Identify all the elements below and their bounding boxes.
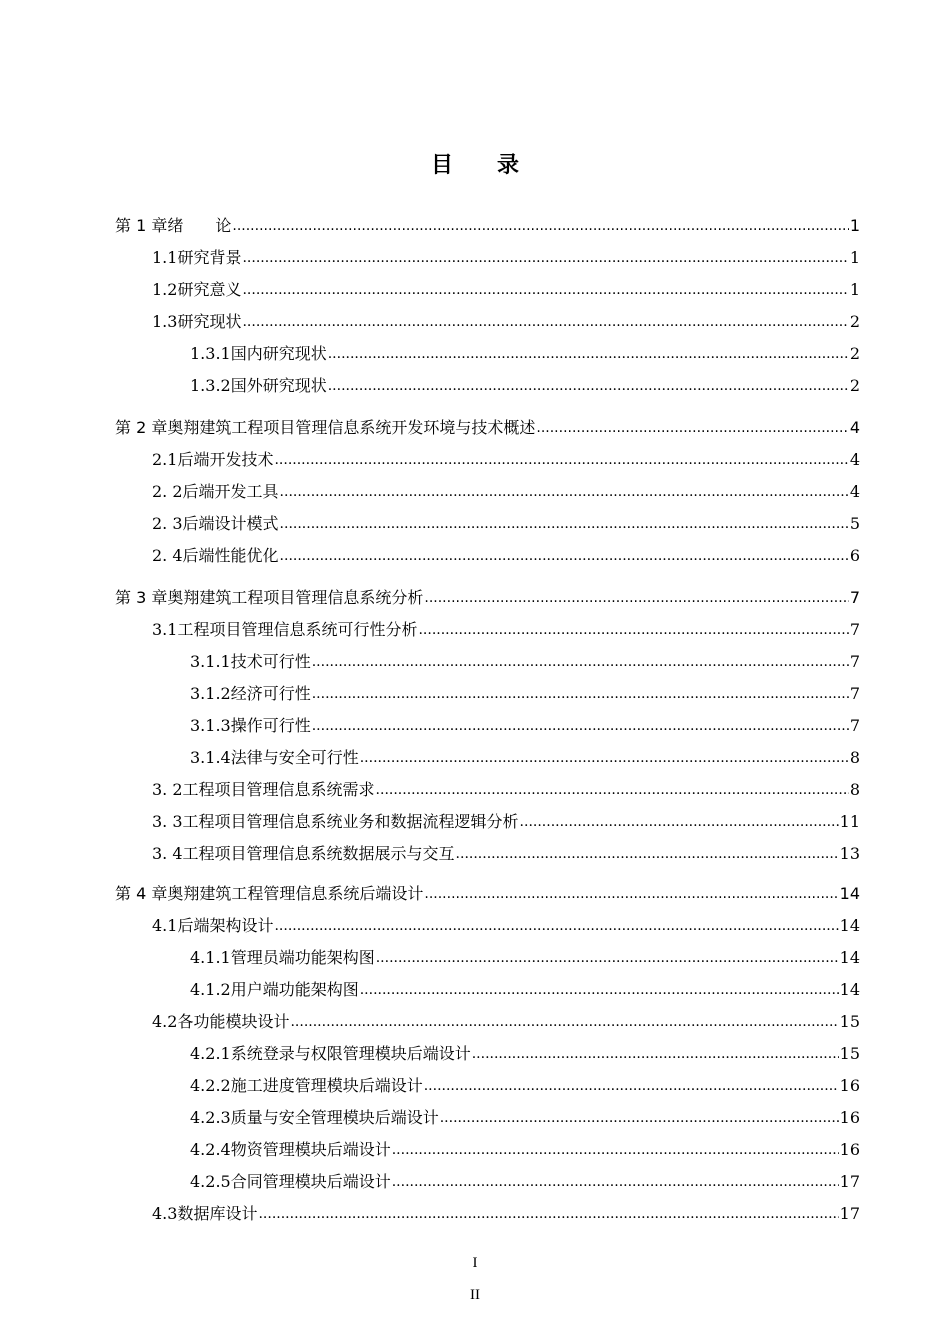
toc-entry-number: 2. 2 [152, 482, 183, 501]
toc-leader-dots [280, 481, 849, 502]
toc-entry-number: 第 1 章 [115, 216, 168, 235]
toc-entry[interactable] [152, 538, 860, 566]
toc-entry-page: 14 [839, 948, 860, 967]
page-number-i: I [472, 1255, 478, 1271]
toc-entry-page: 15 [839, 1012, 860, 1031]
toc-entry-label: 管理员端功能架构图 [230, 948, 375, 967]
toc-entry-page: 16 [839, 1076, 860, 1095]
toc-leader-dots [424, 883, 838, 904]
toc-entry[interactable] [152, 804, 860, 832]
toc-entry-number: 3. 2 [152, 780, 183, 799]
toc-entry-page: 6 [849, 546, 860, 565]
toc-leader-dots [328, 375, 849, 396]
toc-entry[interactable] [152, 1004, 860, 1032]
toc-entry-page: 1 [849, 216, 860, 235]
toc-entry-page: 1 [849, 248, 860, 267]
toc-entry-number: 4.2.1 [190, 1044, 231, 1063]
toc-entry-number: 1.1 [152, 248, 178, 267]
toc-entry-label: 系统登录与权限管理模块后端设计 [230, 1044, 471, 1063]
toc-leader-dots [280, 545, 849, 566]
toc-entry-number: 4.1.2 [190, 980, 231, 999]
toc-leader-dots [376, 947, 839, 968]
toc-entry[interactable] [190, 1132, 860, 1160]
toc-leader-dots [536, 417, 848, 438]
toc-entry[interactable] [190, 644, 860, 672]
toc-entry[interactable] [190, 1100, 860, 1128]
toc-entry[interactable] [190, 1164, 860, 1192]
toc-entry-number: 4.2.3 [190, 1108, 231, 1127]
toc-entry-number: 4.2.5 [190, 1172, 231, 1191]
toc-entry[interactable] [190, 1036, 860, 1064]
toc-leader-dots [242, 311, 848, 332]
toc-entry-number: 1.3.2 [190, 376, 231, 395]
toc-entry-page: 7 [849, 716, 860, 735]
toc-entry-page: 16 [839, 1140, 860, 1159]
toc-leader-dots [424, 587, 848, 608]
toc-entry-label: 操作可行性 [230, 716, 311, 735]
toc-entry[interactable] [190, 740, 860, 768]
toc-leader-dots [392, 1139, 839, 1160]
toc-entry-number: 4.2 [152, 1012, 178, 1031]
toc-entry-number: 第 2 章 [115, 418, 168, 437]
toc-entry-page: 15 [839, 1044, 860, 1063]
toc-entry[interactable] [190, 1068, 860, 1096]
toc-entry-label: 奥翔建筑工程项目管理信息系统开发环境与技术概述 [167, 418, 536, 437]
toc-entry[interactable] [190, 972, 860, 1000]
toc-entry[interactable] [152, 442, 860, 470]
toc-entry-number: 4.3 [152, 1204, 178, 1223]
toc-entry-number: 3.1.1 [190, 652, 231, 671]
toc-leader-dots [360, 979, 839, 1000]
toc-entry-number: 4.2.4 [190, 1140, 231, 1159]
toc-entry-number: 4.2.2 [190, 1076, 231, 1095]
toc-leader-dots [312, 715, 849, 736]
toc-leader-dots [456, 843, 839, 864]
page-number-ii: II [470, 1287, 480, 1303]
toc-entry-label: 绪 论 [167, 216, 232, 235]
toc-entry-page: 2 [849, 312, 860, 331]
toc-entry-label: 工程项目管理信息系统需求 [182, 780, 375, 799]
toc-entry-label: 工程项目管理信息系统可行性分析 [177, 620, 418, 639]
page-title: 目 录 [430, 153, 519, 178]
toc-entry-label: 国外研究现状 [230, 376, 327, 395]
toc-entry-page: 14 [839, 884, 860, 903]
toc-entry-label: 后端设计模式 [182, 514, 279, 533]
toc-entry-page: 7 [849, 652, 860, 671]
toc-entry-number: 1.2 [152, 280, 178, 299]
toc-entry[interactable] [152, 836, 860, 864]
toc-leader-dots [424, 1075, 839, 1096]
toc-entry-page: 7 [849, 588, 860, 607]
toc-entry-label: 后端性能优化 [182, 546, 279, 565]
toc-entry-label: 各功能模块设计 [177, 1012, 290, 1031]
toc-entry[interactable] [190, 368, 860, 396]
toc-entry-page: 8 [849, 748, 860, 767]
toc-leader-dots [376, 779, 849, 800]
toc-entry[interactable] [152, 240, 860, 268]
toc-entry-label: 后端架构设计 [177, 916, 274, 935]
toc-entry-number: 第 3 章 [115, 588, 168, 607]
toc-entry-page: 17 [839, 1204, 860, 1223]
toc-entry[interactable] [115, 410, 860, 438]
toc-leader-dots [392, 1171, 839, 1192]
toc-entry-page: 11 [839, 812, 860, 831]
toc-leader-dots [274, 449, 848, 470]
toc-entry-label: 研究意义 [177, 280, 242, 299]
toc-entry-page: 7 [849, 684, 860, 703]
toc-leader-dots [312, 651, 849, 672]
toc-leader-dots [472, 1043, 839, 1064]
toc-leader-dots [232, 215, 848, 236]
toc-entry-label: 国内研究现状 [230, 344, 327, 363]
toc-entry-page: 8 [849, 780, 860, 799]
toc-leader-dots [280, 513, 849, 534]
toc-entry-page: 2 [849, 376, 860, 395]
toc-entry-label: 经济可行性 [230, 684, 311, 703]
toc-entry-label: 合同管理模块后端设计 [230, 1172, 391, 1191]
toc-entry-label: 后端开发技术 [177, 450, 274, 469]
toc-entry[interactable] [115, 208, 860, 236]
toc-entry-label: 奥翔建筑工程管理信息系统后端设计 [167, 884, 424, 903]
toc-entry-number: 4.1.1 [190, 948, 231, 967]
toc-entry[interactable] [152, 272, 860, 300]
toc-entry[interactable] [190, 676, 860, 704]
toc-entry-label: 数据库设计 [177, 1204, 258, 1223]
toc-entry[interactable] [190, 708, 860, 736]
toc-entry[interactable] [152, 474, 860, 502]
toc-leader-dots [242, 279, 848, 300]
toc-entry-label: 法律与安全可行性 [230, 748, 359, 767]
toc-entry-label: 物资管理模块后端设计 [230, 1140, 391, 1159]
toc-entry[interactable] [190, 940, 860, 968]
toc-entry-number: 1.3.1 [190, 344, 231, 363]
toc-leader-dots [520, 811, 839, 832]
toc-entry-page: 4 [849, 418, 860, 437]
toc-leader-dots [312, 683, 849, 704]
toc-leader-dots [290, 1011, 838, 1032]
toc-entry-number: 1.3 [152, 312, 178, 331]
toc-entry[interactable] [152, 304, 860, 332]
toc-entry-number: 3. 4 [152, 844, 183, 863]
toc-entry-number: 3.1 [152, 620, 178, 639]
toc-entry-label: 工程项目管理信息系统数据展示与交互 [182, 844, 455, 863]
toc-entry[interactable] [190, 336, 860, 364]
toc-entry-page: 14 [839, 916, 860, 935]
toc-entry-label: 奥翔建筑工程项目管理信息系统分析 [167, 588, 424, 607]
toc-entry-number: 2. 3 [152, 514, 183, 533]
toc-entry[interactable] [152, 506, 860, 534]
toc-entry-label: 后端开发工具 [182, 482, 279, 501]
toc-entry-page: 5 [849, 514, 860, 533]
toc-entry-number: 第 4 章 [115, 884, 168, 903]
toc-entry-label: 施工进度管理模块后端设计 [230, 1076, 423, 1095]
toc-entry-page: 16 [839, 1108, 860, 1127]
toc-entry-label: 研究背景 [177, 248, 242, 267]
toc-entry[interactable] [115, 580, 860, 608]
toc-leader-dots [418, 619, 848, 640]
toc-entry-page: 2 [849, 344, 860, 363]
toc-leader-dots [242, 247, 848, 268]
toc-entry-page: 13 [839, 844, 860, 863]
toc-entry-number: 4.1 [152, 916, 178, 935]
toc-leader-dots [360, 747, 849, 768]
toc-entry[interactable] [152, 772, 860, 800]
toc-entry-label: 技术可行性 [230, 652, 311, 671]
toc-entry-number: 2. 4 [152, 546, 183, 565]
toc-entry-page: 4 [849, 450, 860, 469]
toc-leader-dots [328, 343, 849, 364]
toc-entry-label: 用户端功能架构图 [230, 980, 359, 999]
toc-entry-number: 3.1.2 [190, 684, 231, 703]
toc-entry-number: 3.1.3 [190, 716, 231, 735]
toc-leader-dots [274, 915, 838, 936]
toc-entry-number: 2.1 [152, 450, 178, 469]
toc-leader-dots [440, 1107, 839, 1128]
toc-entry-page: 7 [849, 620, 860, 639]
toc-entry[interactable] [152, 908, 860, 936]
toc-entry-page: 17 [839, 1172, 860, 1191]
toc-entry-label: 质量与安全管理模块后端设计 [230, 1108, 439, 1127]
toc-entry-page: 14 [839, 980, 860, 999]
toc-entry-label: 研究现状 [177, 312, 242, 331]
toc-entry[interactable] [115, 876, 860, 904]
toc-entry-number: 3.1.4 [190, 748, 231, 767]
toc-entry[interactable] [152, 612, 860, 640]
toc-entry-page: 4 [849, 482, 860, 501]
toc-entry-page: 1 [849, 280, 860, 299]
toc-entry[interactable] [152, 1196, 860, 1224]
toc-leader-dots [258, 1203, 838, 1224]
toc-entry-label: 工程项目管理信息系统业务和数据流程逻辑分析 [182, 812, 519, 831]
toc-entry-number: 3. 3 [152, 812, 183, 831]
